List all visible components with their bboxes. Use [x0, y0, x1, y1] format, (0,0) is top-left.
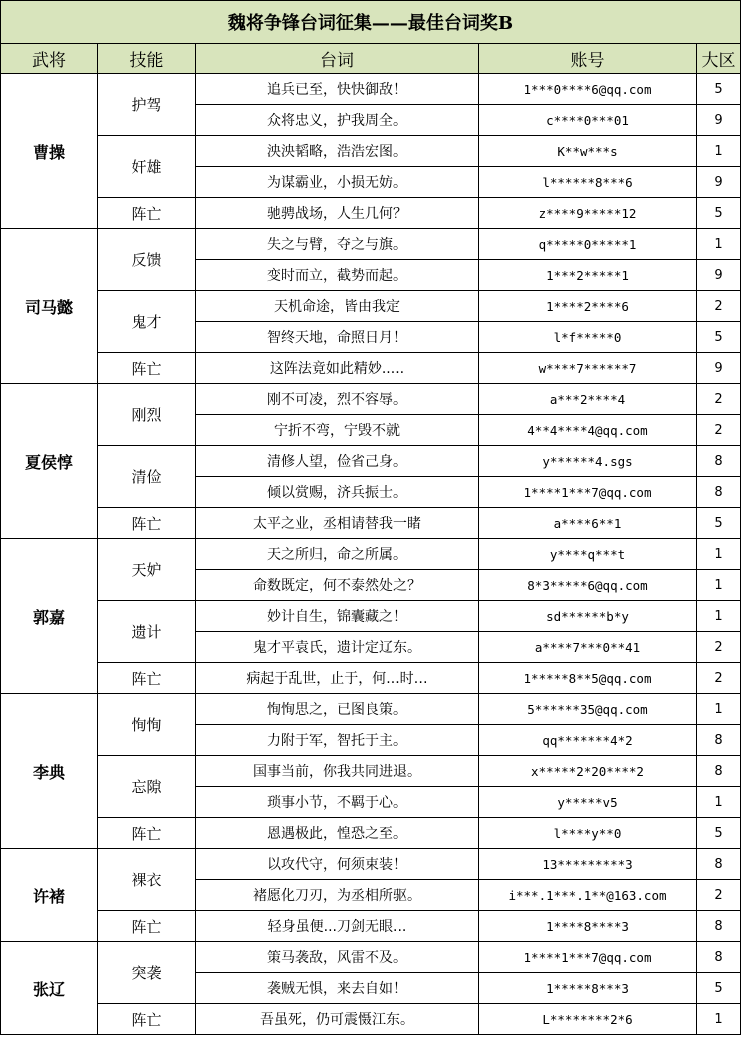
account-cell: l****y**0: [479, 818, 697, 849]
header-skill: 技能: [98, 44, 196, 74]
account-cell: sd******b*y: [479, 601, 697, 632]
quote-cell: 妙计自生，锦囊藏之！: [196, 601, 479, 632]
general-name: 夏侯惇: [1, 384, 98, 539]
skill-name: 遗计: [98, 601, 196, 663]
table-row: [1, 601, 741, 632]
header-line: 台词: [196, 44, 479, 74]
account-cell: 1****1***7@qq.com: [479, 942, 697, 973]
quote-cell: 泱泱韬略，浩浩宏图。: [196, 136, 479, 167]
quote-cell: 以攻代守，何须束装！: [196, 849, 479, 880]
account-cell: 5******35@qq.com: [479, 694, 697, 725]
region-cell: 2: [697, 384, 741, 415]
table-body: [1, 74, 741, 1035]
quote-cell: 这阵法竟如此精妙.....: [196, 353, 479, 384]
quote-cell: 恂恂思之，已图良策。: [196, 694, 479, 725]
quote-cell: 力附于军，智托于主。: [196, 725, 479, 756]
quote-cell: 命数既定，何不泰然处之？: [196, 570, 479, 601]
region-cell: 1: [697, 601, 741, 632]
general-name: 郭嘉: [1, 539, 98, 694]
account-cell: a***2****4: [479, 384, 697, 415]
quote-cell: 太平之业，丞相请替我一睹: [196, 508, 479, 539]
region-cell: 5: [697, 74, 741, 105]
skill-name: 阵亡: [98, 1004, 196, 1035]
region-cell: 2: [697, 415, 741, 446]
account-cell: l******8***6: [479, 167, 697, 198]
page-title: 魏将争锋台词征集——最佳台词奖B: [1, 1, 741, 44]
table-row: [1, 136, 741, 167]
account-cell: a****7***0**41: [479, 632, 697, 663]
skill-name: 奸雄: [98, 136, 196, 198]
skill-name: 刚烈: [98, 384, 196, 446]
table-row: [1, 756, 741, 787]
region-cell: 5: [697, 973, 741, 1004]
quote-cell: 病起于乱世，止于，何...时…: [196, 663, 479, 694]
skill-name: 忘隙: [98, 756, 196, 818]
table-row: [1, 942, 741, 973]
table-row: [1, 229, 741, 260]
header-general: 武将: [1, 44, 98, 74]
quote-cell: 琐事小节，不羁于心。: [196, 787, 479, 818]
table-row: [1, 694, 741, 725]
region-cell: 2: [697, 291, 741, 322]
region-cell: 1: [697, 539, 741, 570]
skill-name: 鬼才: [98, 291, 196, 353]
quote-cell: 为谋霸业，小损无妨。: [196, 167, 479, 198]
quote-cell: 刚不可凌，烈不容辱。: [196, 384, 479, 415]
account-cell: z****9*****12: [479, 198, 697, 229]
account-cell: y****q***t: [479, 539, 697, 570]
skill-name: 阵亡: [98, 198, 196, 229]
quote-cell: 追兵已至，快快御敌！: [196, 74, 479, 105]
account-cell: K**w***s: [479, 136, 697, 167]
quote-cell: 策马袭敌，风雷不及。: [196, 942, 479, 973]
region-cell: 1: [697, 1004, 741, 1035]
account-cell: y******4.sgs: [479, 446, 697, 477]
region-cell: 8: [697, 911, 741, 942]
skill-name: 护驾: [98, 74, 196, 136]
table-row: [1, 1004, 741, 1035]
account-cell: x*****2*20****2: [479, 756, 697, 787]
table-row: [1, 291, 741, 322]
skill-name: 裸衣: [98, 849, 196, 911]
quote-cell: 众将忠义，护我周全。: [196, 105, 479, 136]
skill-name: 阵亡: [98, 353, 196, 384]
table-row: [1, 818, 741, 849]
table-row: [1, 74, 741, 105]
region-cell: 9: [697, 353, 741, 384]
header-region: 大区: [697, 44, 741, 74]
table-row: [1, 849, 741, 880]
account-cell: 8*3*****6@qq.com: [479, 570, 697, 601]
account-cell: 1*****8**5@qq.com: [479, 663, 697, 694]
region-cell: 9: [697, 105, 741, 136]
skill-name: 阵亡: [98, 663, 196, 694]
skill-name: 天妒: [98, 539, 196, 601]
quote-cell: 变时而立，截势而起。: [196, 260, 479, 291]
skill-name: 阵亡: [98, 911, 196, 942]
table-row: [1, 508, 741, 539]
region-cell: 1: [697, 694, 741, 725]
region-cell: 8: [697, 942, 741, 973]
region-cell: 9: [697, 260, 741, 291]
region-cell: 2: [697, 663, 741, 694]
region-cell: 8: [697, 446, 741, 477]
account-cell: y*****v5: [479, 787, 697, 818]
region-cell: 8: [697, 849, 741, 880]
account-cell: 1***2*****1: [479, 260, 697, 291]
region-cell: 1: [697, 787, 741, 818]
account-cell: c****0***01: [479, 105, 697, 136]
account-cell: w****7******7: [479, 353, 697, 384]
account-cell: 4**4****4@qq.com: [479, 415, 697, 446]
header-account: 账号: [479, 44, 697, 74]
account-cell: qq*******4*2: [479, 725, 697, 756]
quote-cell: 清修人望，俭省己身。: [196, 446, 479, 477]
region-cell: 2: [697, 632, 741, 663]
quote-cell: 国事当前，你我共同进退。: [196, 756, 479, 787]
account-cell: 1****1***7@qq.com: [479, 477, 697, 508]
table-row: [1, 446, 741, 477]
quote-cell: 吾虽死，仍可震慑江东。: [196, 1004, 479, 1035]
general-name: 李典: [1, 694, 98, 849]
account-cell: 1****2****6: [479, 291, 697, 322]
quote-cell: 恩遇极此，惶恐之至。: [196, 818, 479, 849]
skill-name: 突袭: [98, 942, 196, 1004]
skill-name: 阵亡: [98, 818, 196, 849]
region-cell: 8: [697, 756, 741, 787]
general-name: 司马懿: [1, 229, 98, 384]
account-cell: a****6**1: [479, 508, 697, 539]
quote-cell: 褚愿化刀刃，为丞相所驱。: [196, 880, 479, 911]
region-cell: 9: [697, 167, 741, 198]
table-row: [1, 198, 741, 229]
quote-cell: 宁折不弯，宁毁不就: [196, 415, 479, 446]
quote-cell: 天机命途，皆由我定: [196, 291, 479, 322]
table-row: [1, 539, 741, 570]
skill-name: 阵亡: [98, 508, 196, 539]
quote-cell: 倾以赏赐，济兵振士。: [196, 477, 479, 508]
region-cell: 8: [697, 477, 741, 508]
general-name: 许褚: [1, 849, 98, 942]
account-cell: 1****8****3: [479, 911, 697, 942]
account-cell: 13*********3: [479, 849, 697, 880]
quote-cell: 天之所归，命之所属。: [196, 539, 479, 570]
quote-cell: 智终天地，命照日月！: [196, 322, 479, 353]
quote-cell: 鬼才平袁氏，遗计定辽东。: [196, 632, 479, 663]
region-cell: 1: [697, 229, 741, 260]
table-row: [1, 384, 741, 415]
account-cell: l*f*****0: [479, 322, 697, 353]
account-cell: L********2*6: [479, 1004, 697, 1035]
region-cell: 5: [697, 818, 741, 849]
table-row: [1, 911, 741, 942]
region-cell: 5: [697, 322, 741, 353]
region-cell: 5: [697, 198, 741, 229]
region-cell: 5: [697, 508, 741, 539]
account-cell: 1*****8***3: [479, 973, 697, 1004]
region-cell: 2: [697, 880, 741, 911]
account-cell: q*****0*****1: [479, 229, 697, 260]
region-cell: 8: [697, 725, 741, 756]
skill-name: 反馈: [98, 229, 196, 291]
table-row: [1, 353, 741, 384]
account-cell: 1***0****6@qq.com: [479, 74, 697, 105]
table-row: [1, 663, 741, 694]
region-cell: 1: [697, 136, 741, 167]
general-name: 曹操: [1, 74, 98, 229]
skill-name: 恂恂: [98, 694, 196, 756]
skill-name: 清俭: [98, 446, 196, 508]
quote-cell: 驰骋战场，人生几何？: [196, 198, 479, 229]
account-cell: i***.1***.1**@163.com: [479, 880, 697, 911]
region-cell: 1: [697, 570, 741, 601]
quote-cell: 失之与臂，夺之与旗。: [196, 229, 479, 260]
quote-cell: 袭贼无惧，来去自如！: [196, 973, 479, 1004]
general-name: 张辽: [1, 942, 98, 1035]
quote-cell: 轻身虽便...刀剑无眼...: [196, 911, 479, 942]
